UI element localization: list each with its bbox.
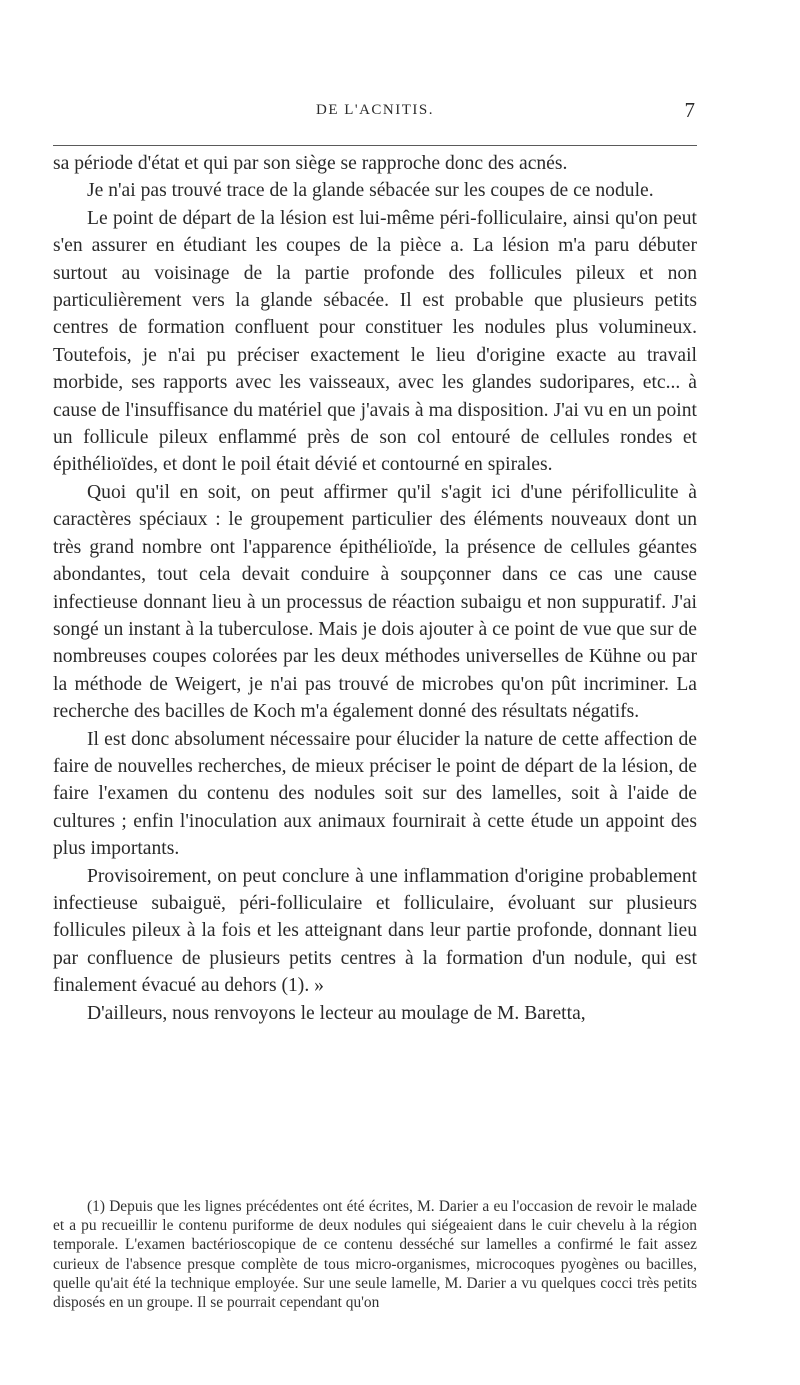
- paragraph: D'ailleurs, nous renvoyons le lecteur au moulage de M. Baretta,: [87, 1002, 586, 1024]
- paragraph: Le point de départ de la lésion est lui-même péri-folliculaire, ainsi qu'on peut s'en assurer en étudiant les coupes de la pièce a. La lésion m'a paru débuter surtout au voisinage de la partie profonde des follicules pileux et non particulièrement vers la glande sébacée. Il est probable que plusieurs petits centres de formation confluent pour constituer les nodules plus volumineux. Toutefois, je n'ai pu préciser exactement le lieu d'origine exacte au travail morbide, ses rapports avec les vaisseaux, avec les glandes sudoripares, etc... à cause de l'insuffisance du matériel que j'avais à ma disposition. J'ai vu en un point un follicule pileux enflammé près de son col entouré de cellules rondes et épithélioïdes, et dont le poil était dévié et contourné en spirales.: [53, 207, 697, 476]
- body-text: [53, 150, 697, 1027]
- header-rule: [53, 145, 697, 146]
- footnotes: [53, 1197, 697, 1312]
- running-head: [53, 98, 697, 138]
- footnote: (1) Depuis que les lignes précédentes ont été écrites, M. Darier a eu l'occasion de revoir le malade et a pu recueillir le contenu puriforme de deux nodules qui siégeaient dans le cuir chevelu à la région temporale. L'examen bactérioscopique de ce contenu desséché sur lamelles a confirmé le fait assez curieux de l'absence presque complète de tous micro-organismes, microcoques pyogènes ou bacilles, quelle qu'ait été la technique employée. Sur une seule lamelle, M. Darier a vu quelques cocci très petits disposés en un groupe. Il se pourrait cependant qu'on: [53, 1198, 697, 1312]
- page-number: 7: [684, 98, 695, 122]
- paragraph: Je n'ai pas trouvé trace de la glande sébacée sur les coupes de ce nodule.: [87, 180, 654, 202]
- paragraph: Il est donc absolument nécessaire pour élucider la nature de cette affection de faire de nouvelles recherches, de mieux préciser le point de départ de la lésion, de faire l'examen du contenu des nodules soit sur des lamelles, soit à l'aide de cultures ; enfin l'inoculation aux animaux fournirait à cette étude un appoint des plus importants.: [53, 728, 697, 860]
- page: [53, 0, 697, 1385]
- paragraph: Provisoirement, on peut conclure à une inflammation d'origine probablement infectieuse subaiguë, péri-folliculaire et folliculaire, évoluant sur plusieurs follicules pileux à la fois et les atteignant dans leur partie profonde, donnant lieu par confluence de plusieurs petits centres à la formation d'un nodule, qui est finalement évacué au dehors (1). »: [53, 865, 697, 997]
- paragraph-continuation: sa période d'état et qui par son siège se rapproche donc des acnés.: [53, 153, 568, 174]
- running-title: DE L'ACNITIS.: [315, 102, 435, 118]
- paragraph: Quoi qu'il en soit, on peut affirmer qu'il s'agit ici d'une périfolliculite à caractères spéciaux : le groupement particulier des éléments nouveaux dont un très grand nombre ont l'apparence épithélioïde, la présence de cellules géantes abondantes, tout cela devait conduire à soupçonner dans ce cas une cause infectieuse donnant lieu à un processus de réaction subaigu et non suppuratif. J'ai songé un instant à la tuberculose. Mais je dois ajouter à ce point de vue que sur de nombreuses coupes colorées par les deux méthodes universelles de Kühne ou par la méthode de Weigert, je n'ai pas trouvé de microbes qu'on pût incriminer. La recherche des bacilles de Koch m'a également donné des résultats négatifs.: [53, 481, 697, 723]
